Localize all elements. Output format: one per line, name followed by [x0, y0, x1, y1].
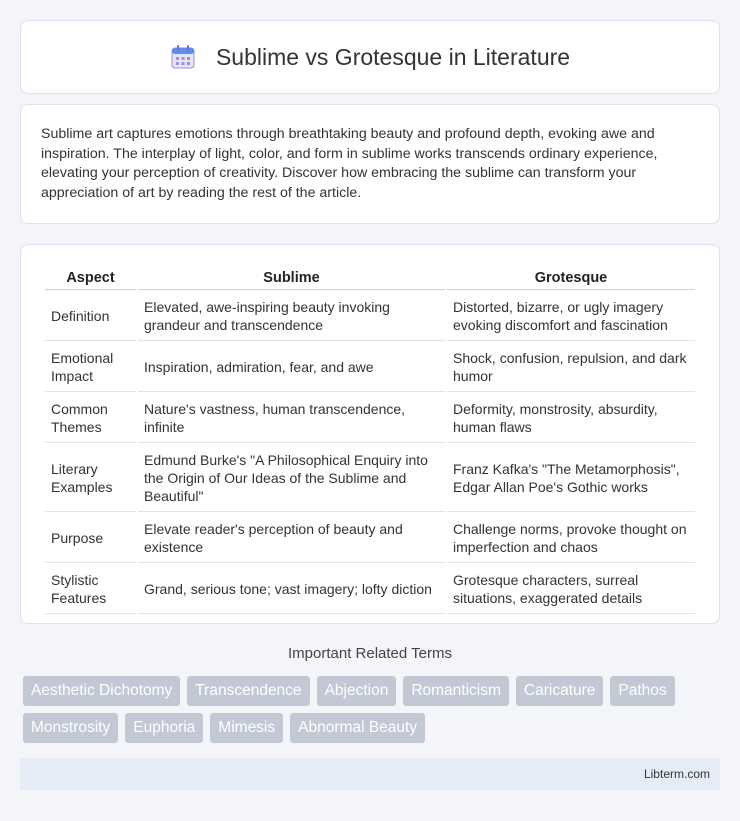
table-cell: Grotesque characters, surreal situations, exaggerated details — [447, 565, 695, 614]
table-cell: Shock, confusion, repulsion, and dark humor — [447, 343, 695, 392]
footer — [20, 758, 720, 790]
header-card — [20, 20, 720, 94]
term-tag[interactable]: Aesthetic Dichotomy — [23, 676, 180, 706]
table-cell: Nature's vastness, human transcendence, infinite — [138, 394, 445, 443]
term-tag[interactable]: Abjection — [317, 676, 397, 706]
term-tag[interactable]: Romanticism — [403, 676, 509, 706]
footer-site-link[interactable]: Libterm.com — [643, 767, 710, 781]
calendar-icon — [170, 44, 196, 70]
table-cell: Literary Examples — [45, 445, 136, 512]
table-cell: Definition — [45, 292, 136, 341]
term-tag[interactable]: Pathos — [610, 676, 674, 706]
column-header: Sublime — [138, 267, 445, 290]
comparison-table — [43, 265, 697, 616]
table-row — [45, 292, 695, 341]
table-row — [45, 514, 695, 563]
table-cell: Challenge norms, provoke thought on imperfection and chaos — [447, 514, 695, 563]
table-cell: Elevate reader's perception of beauty and existence — [138, 514, 445, 563]
table-row — [45, 445, 695, 512]
table-cell: Deformity, monstrosity, absurdity, human flaws — [447, 394, 695, 443]
table-cell: Franz Kafka's "The Metamorphosis", Edgar Allan Poe's Gothic works — [447, 445, 695, 512]
table-cell: Stylistic Features — [45, 565, 136, 614]
term-tag[interactable]: Euphoria — [125, 713, 203, 743]
comparison-table-card — [20, 244, 720, 624]
intro-text: Sublime art captures emotions through breathtaking beauty and profound depth, evoking awe and inspiration. The interplay of light, color, and form in sublime works transcends ordinary experience, elevating your perception of creativity. Discover how embracing the sublime can transform your appreciation of art by reading the rest of the article. — [20, 104, 720, 224]
term-tag[interactable]: Monstrosity — [23, 713, 118, 743]
table-cell: Purpose — [45, 514, 136, 563]
table-cell: Grand, serious tone; vast imagery; lofty diction — [138, 565, 445, 614]
table-row — [45, 394, 695, 443]
table-row — [45, 565, 695, 614]
term-tag[interactable]: Caricature — [516, 676, 604, 706]
table-cell: Elevated, awe-inspiring beauty invoking grandeur and transcendence — [138, 292, 445, 341]
term-tag[interactable]: Mimesis — [210, 713, 283, 743]
related-terms-title: Important Related Terms — [288, 645, 452, 662]
related-terms-list — [23, 676, 723, 743]
term-tag[interactable]: Transcendence — [187, 676, 309, 706]
table-cell: Edmund Burke's "A Philosophical Enquiry into the Origin of Our Ideas of the Sublime and Beautiful" — [138, 445, 445, 512]
page-title: Sublime vs Grotesque in Literature — [215, 43, 571, 70]
term-tag[interactable]: Abnormal Beauty — [290, 713, 425, 743]
table-cell: Emotional Impact — [45, 343, 136, 392]
table-cell: Distorted, bizarre, or ugly imagery evoking discomfort and fascination — [447, 292, 695, 341]
table-cell: Common Themes — [45, 394, 136, 443]
table-row — [45, 343, 695, 392]
column-header: Aspect — [45, 267, 136, 290]
column-header: Grotesque — [447, 267, 695, 290]
table-header-row — [45, 267, 695, 290]
table-cell: Inspiration, admiration, fear, and awe — [138, 343, 445, 392]
